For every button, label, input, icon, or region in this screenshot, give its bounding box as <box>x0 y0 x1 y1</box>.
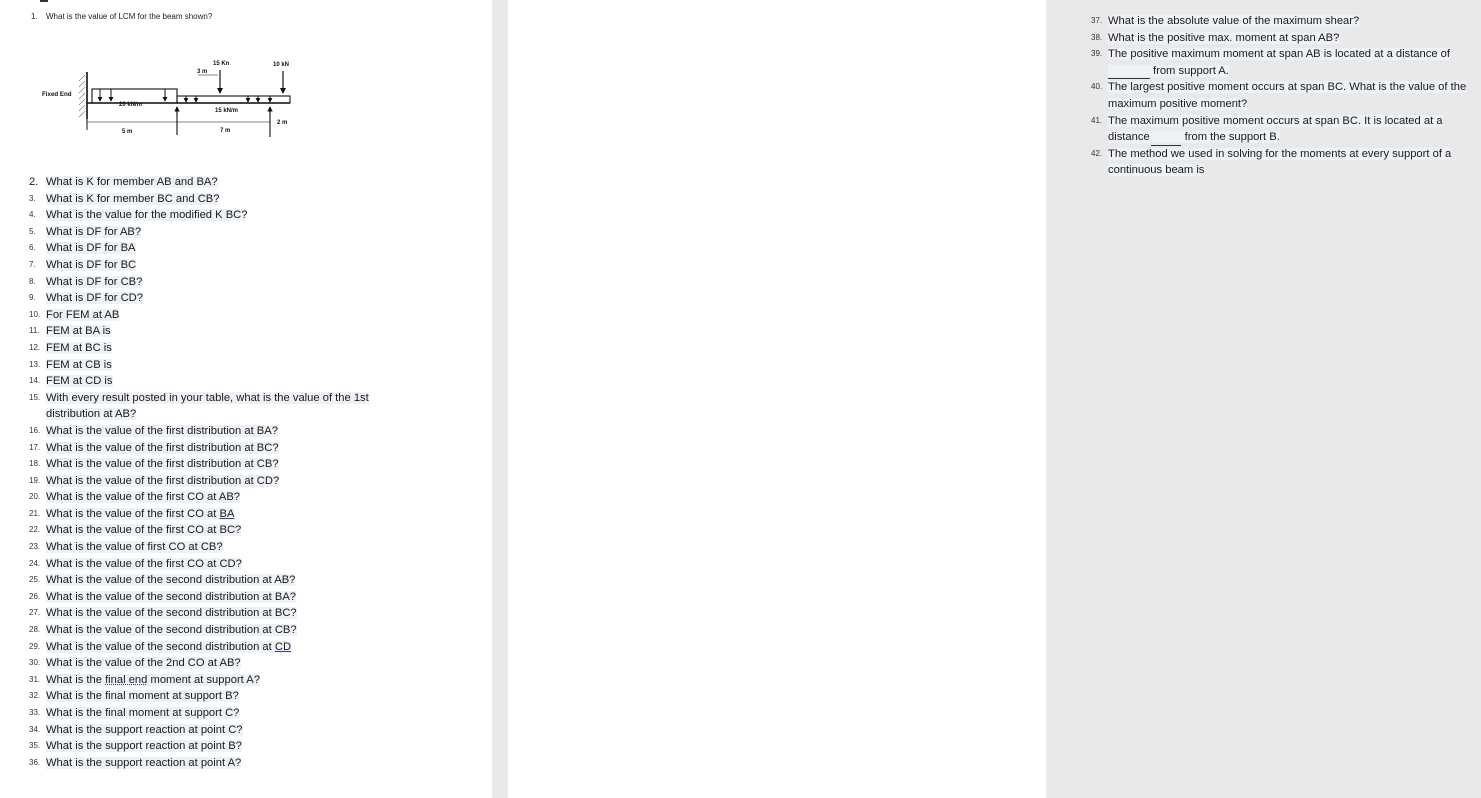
question-text: What is the value of the first distribution at CB? <box>46 458 279 471</box>
question-number: 25. <box>29 575 41 585</box>
question-text: FEM at CB is <box>46 358 112 371</box>
question-number: 29. <box>29 641 41 651</box>
question-item <box>29 688 389 705</box>
question-item <box>29 257 389 274</box>
question-item <box>29 655 389 672</box>
question-text <box>46 508 234 520</box>
question-number: 27. <box>29 608 41 618</box>
question-number: 33. <box>29 708 41 717</box>
underlined-term: CD <box>274 640 292 653</box>
question-text: The method we used in solving for the moments at every support of a continuous beam is <box>1108 147 1452 177</box>
question-number: 39. <box>1091 49 1103 59</box>
question-text: What is the value of the first CO at AB? <box>46 491 241 504</box>
question-number: 2. <box>29 176 39 188</box>
question-number: 40. <box>1091 82 1103 92</box>
question-item <box>29 240 389 257</box>
question-item <box>29 307 389 324</box>
question-text <box>46 674 260 686</box>
distributed-load-bc <box>177 96 290 103</box>
question-number: 20. <box>29 492 41 502</box>
question-number: 12. <box>29 342 41 352</box>
question-item <box>29 738 389 755</box>
answer-blank <box>1151 134 1181 146</box>
question-text: What is the value of the first distribution at CD? <box>46 474 280 487</box>
question-text: What is DF for CB? <box>46 275 143 288</box>
question-item <box>29 191 389 208</box>
question-number: 31. <box>29 674 41 684</box>
load-15-dist-label: 15 kN/m <box>215 108 239 114</box>
question-text: What is the value of the 2nd CO at AB? <box>46 657 241 670</box>
question-text: What is the value of the first distribution at BC? <box>46 441 279 454</box>
question-item <box>29 440 389 457</box>
question-text: For FEM at AB <box>46 308 120 321</box>
question-item <box>29 522 389 539</box>
question-item <box>29 423 389 440</box>
question-text: What is the support reaction at point B? <box>46 740 242 753</box>
question-text: What is the value of the second distribution at BA? <box>46 590 296 603</box>
question-text-part: from the support B. <box>1184 131 1280 144</box>
question-text-part: The positive maximum moment at span AB is located at a distance of <box>1108 48 1451 61</box>
beam-figure <box>38 55 300 145</box>
question-text: What is K for member AB and BA? <box>46 176 218 188</box>
overhang-label: 2 m <box>277 120 288 126</box>
question-text-part: What is the <box>46 673 106 686</box>
question-item <box>29 174 389 191</box>
question-item <box>29 207 389 224</box>
question-item <box>29 340 389 357</box>
question-item <box>29 323 389 340</box>
question-item <box>1091 46 1481 79</box>
question-text: What is the value of LCM for the beam shown? <box>46 12 213 21</box>
question-text: What is the value of first CO at CB? <box>46 541 223 554</box>
question-number: 32. <box>29 691 41 701</box>
question-text: What is the value of the first CO at CD? <box>46 557 242 570</box>
question-text-part: What is the value of the second distribution at <box>46 640 275 653</box>
question-number: 7. <box>29 259 36 269</box>
question-number: 1. <box>31 12 38 21</box>
question-item <box>29 672 389 689</box>
question-item <box>29 539 389 556</box>
question-number: 6. <box>29 243 36 253</box>
question-text: What is the value of the second distribution at BC? <box>46 607 297 620</box>
question-list-right <box>1091 13 1481 179</box>
question-text: What is DF for BA <box>46 242 136 255</box>
question-text: What is K for member BC and CB? <box>46 192 220 205</box>
question-1 <box>31 12 212 21</box>
question-text: What is the positive max. moment at span AB? <box>1108 31 1340 44</box>
document-page-left <box>0 0 492 798</box>
question-item <box>29 705 389 722</box>
question-text <box>1108 115 1443 144</box>
question-list-left <box>29 174 389 771</box>
question-number: 22. <box>29 525 41 535</box>
question-number: 8. <box>29 276 36 286</box>
question-item <box>29 357 389 374</box>
question-number: 30. <box>29 658 41 668</box>
question-text <box>46 641 291 653</box>
question-number: 34. <box>29 724 41 734</box>
question-item <box>29 290 389 307</box>
underlined-term: final end <box>105 673 148 686</box>
question-item <box>29 390 389 423</box>
question-item <box>29 489 389 506</box>
question-number: 38. <box>1091 32 1103 42</box>
span-bc-label: 7 m <box>220 128 231 134</box>
question-text: What is the value for the modified K BC? <box>46 209 248 222</box>
question-item <box>29 622 389 639</box>
question-text: FEM at BC is <box>46 341 112 354</box>
question-number: 15. <box>29 392 41 402</box>
dimension-3m-label: 3 m <box>197 69 208 75</box>
span-ab-label: 5 m <box>122 129 133 135</box>
question-number: 26. <box>29 591 41 601</box>
question-item <box>29 722 389 739</box>
question-number: 19. <box>29 475 41 485</box>
question-text-part: moment at support A? <box>147 673 260 686</box>
question-item <box>1091 30 1481 47</box>
page-top-mark <box>40 0 48 2</box>
question-text: The largest positive moment occurs at span BC. What is the value of the maximum positive moment? <box>1108 81 1467 110</box>
question-text: What is DF for AB? <box>46 225 142 238</box>
question-item <box>29 639 389 656</box>
question-item <box>1091 79 1481 112</box>
question-text: What is the value of the second distribution at AB? <box>46 574 296 587</box>
question-item <box>29 456 389 473</box>
question-text: FEM at BA is <box>46 325 111 338</box>
question-item <box>1091 113 1481 146</box>
question-item <box>29 556 389 573</box>
fixed-support-hatch <box>79 75 85 117</box>
point-load-10-label: 10 kN <box>273 62 290 68</box>
document-page-right <box>508 0 1467 798</box>
question-text-part: The maximum positive moment occurs at span BC. It is located at a distance <box>1108 114 1443 144</box>
question-item <box>29 473 389 490</box>
answer-blank <box>1108 67 1150 79</box>
question-number: 5. <box>29 226 36 236</box>
question-number: 28. <box>29 625 41 635</box>
question-number: 9. <box>29 293 36 303</box>
question-item <box>29 589 389 606</box>
question-number: 36. <box>29 757 41 767</box>
question-text: What is the value of the second distribution at CB? <box>46 624 297 637</box>
question-item <box>29 224 389 241</box>
question-number: 13. <box>29 359 41 369</box>
point-load-15-label: 15 Kn <box>213 61 230 67</box>
question-text: What is DF for BC <box>46 258 137 271</box>
distributed-load-ab <box>92 89 177 103</box>
question-text: What is the final moment at support B? <box>46 690 239 703</box>
question-item <box>1091 146 1481 179</box>
question-text <box>1108 48 1450 77</box>
question-item <box>1091 13 1481 30</box>
question-item <box>29 605 389 622</box>
question-text: What is DF for CD? <box>46 292 143 305</box>
question-number: 14. <box>29 376 41 386</box>
question-text: What is the support reaction at point A? <box>46 756 242 769</box>
question-text: What is the final moment at support C? <box>46 707 240 719</box>
question-text-part: What is the value of the first CO at <box>46 507 220 520</box>
question-number: 18. <box>29 459 41 469</box>
question-text: With every result posted in your table, what is the value of the 1st distribution at AB? <box>46 391 369 421</box>
question-number: 21. <box>29 508 41 518</box>
question-number: 37. <box>1091 16 1103 25</box>
fixed-end-label: Fixed End <box>42 91 72 98</box>
question-text: FEM at CD is <box>46 375 113 388</box>
load-20-label: 20 kN/m <box>119 102 143 108</box>
question-number: 42. <box>1091 148 1103 158</box>
question-item <box>29 274 389 291</box>
question-number: 24. <box>29 558 41 568</box>
question-item <box>29 506 389 523</box>
question-number: 3. <box>29 193 36 203</box>
underlined-term: BA <box>219 507 235 520</box>
question-number: 41. <box>1091 115 1103 125</box>
question-text: What is the value of the first distribution at BA? <box>46 424 278 437</box>
question-number: 17. <box>29 442 41 452</box>
question-text: What is the support reaction at point C? <box>46 723 243 736</box>
question-number: 16. <box>29 425 41 435</box>
question-number: 10. <box>29 309 41 319</box>
question-item <box>29 572 389 589</box>
question-text: What is the absolute value of the maximum shear? <box>1108 15 1360 27</box>
question-number: 11. <box>29 326 40 336</box>
question-item <box>29 755 389 772</box>
question-item <box>29 373 389 390</box>
question-number: 23. <box>29 542 41 552</box>
question-text-part: from support A. <box>1153 64 1229 77</box>
question-number: 4. <box>29 210 36 220</box>
question-number: 35. <box>29 741 41 751</box>
question-text: What is the value of the first CO at BC? <box>46 524 242 537</box>
